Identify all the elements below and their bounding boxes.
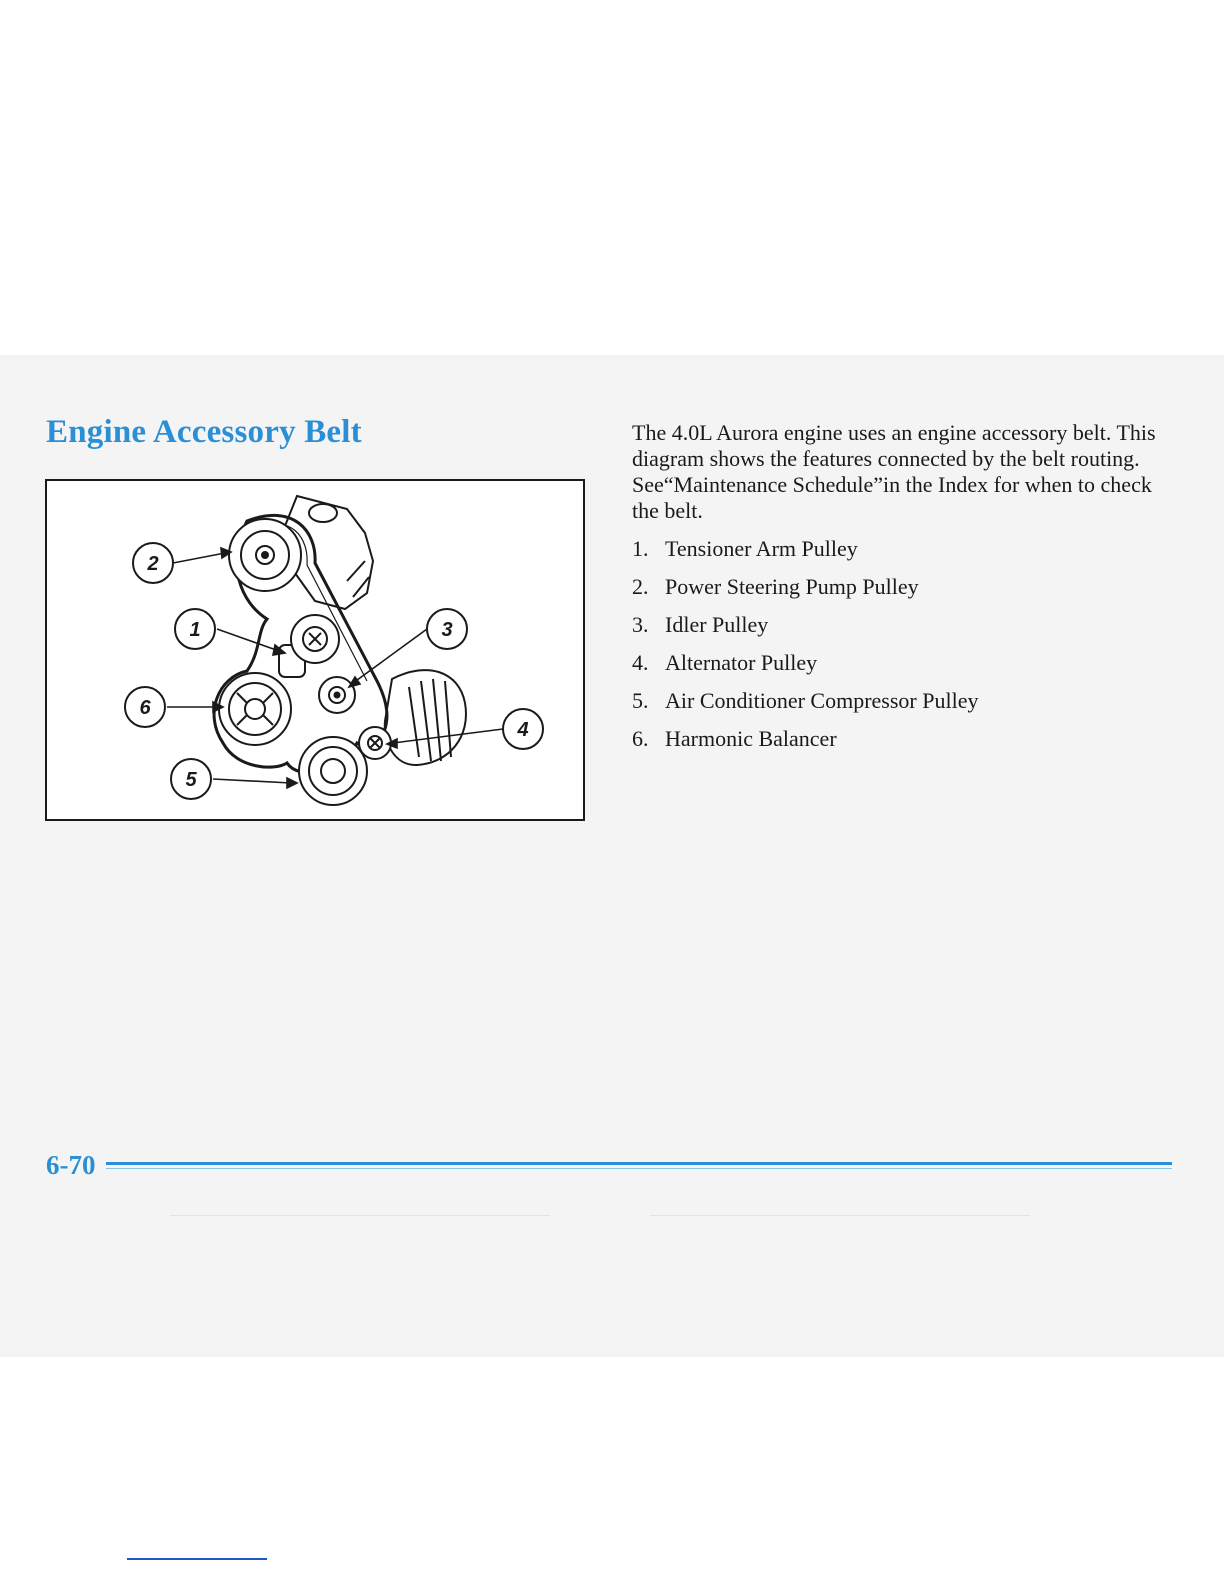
list-item-label: Alternator Pulley bbox=[665, 650, 818, 675]
list-item-number: 5. bbox=[632, 688, 649, 713]
callout-2-label: 2 bbox=[147, 553, 159, 575]
belt-diagram-drawing bbox=[47, 481, 583, 819]
harmonic-balancer-pulley bbox=[219, 673, 291, 745]
faint-divider bbox=[650, 1215, 1030, 1216]
tensioner-pulley bbox=[279, 615, 339, 677]
callout-5-label: 5 bbox=[185, 769, 197, 791]
list-item-number: 6. bbox=[632, 726, 649, 751]
list-item-number: 4. bbox=[632, 650, 649, 675]
list-item-label: Idler Pulley bbox=[665, 612, 769, 637]
page-title: Engine Accessory Belt bbox=[46, 414, 362, 450]
list-item bbox=[632, 574, 978, 612]
alternator-pulley bbox=[359, 727, 391, 759]
footer-rule bbox=[106, 1162, 1172, 1165]
list-item-label: Air Conditioner Compressor Pulley bbox=[665, 688, 979, 713]
list-item-label: Tensioner Arm Pulley bbox=[665, 536, 858, 561]
list-item-number: 3. bbox=[632, 612, 649, 637]
list-item bbox=[632, 612, 978, 650]
list-item-number: 2. bbox=[632, 574, 649, 599]
faint-divider bbox=[170, 1215, 550, 1216]
list-item-label: Harmonic Balancer bbox=[665, 726, 837, 751]
power-steering-pulley bbox=[229, 519, 301, 591]
ac-compressor-pulley bbox=[299, 737, 367, 805]
footer-rule-thin bbox=[106, 1168, 1172, 1169]
belt-routing-diagram bbox=[45, 479, 585, 821]
list-item-label: Power Steering Pump Pulley bbox=[665, 574, 919, 599]
list-item bbox=[632, 688, 978, 726]
idler-pulley bbox=[319, 677, 355, 713]
callout-3-label: 3 bbox=[441, 619, 453, 641]
intro-paragraph: The 4.0L Aurora engine uses an engine accessory belt. This diagram shows the features connected by the belt routing. See“Maintenance Schedule”in the Index for when to check the belt. bbox=[632, 420, 1156, 523]
page-number: 6-70 bbox=[46, 1150, 96, 1180]
list-item bbox=[632, 726, 978, 764]
bottom-link-underline[interactable] bbox=[127, 1558, 267, 1560]
callout-6-label: 6 bbox=[139, 697, 151, 719]
callout-4-label: 4 bbox=[517, 719, 529, 741]
pulley-list bbox=[632, 536, 978, 764]
list-item bbox=[632, 536, 978, 574]
callout-1-label: 1 bbox=[189, 619, 201, 641]
reservoir-cap bbox=[309, 504, 337, 522]
list-item bbox=[632, 650, 978, 688]
list-item-number: 1. bbox=[632, 536, 649, 561]
